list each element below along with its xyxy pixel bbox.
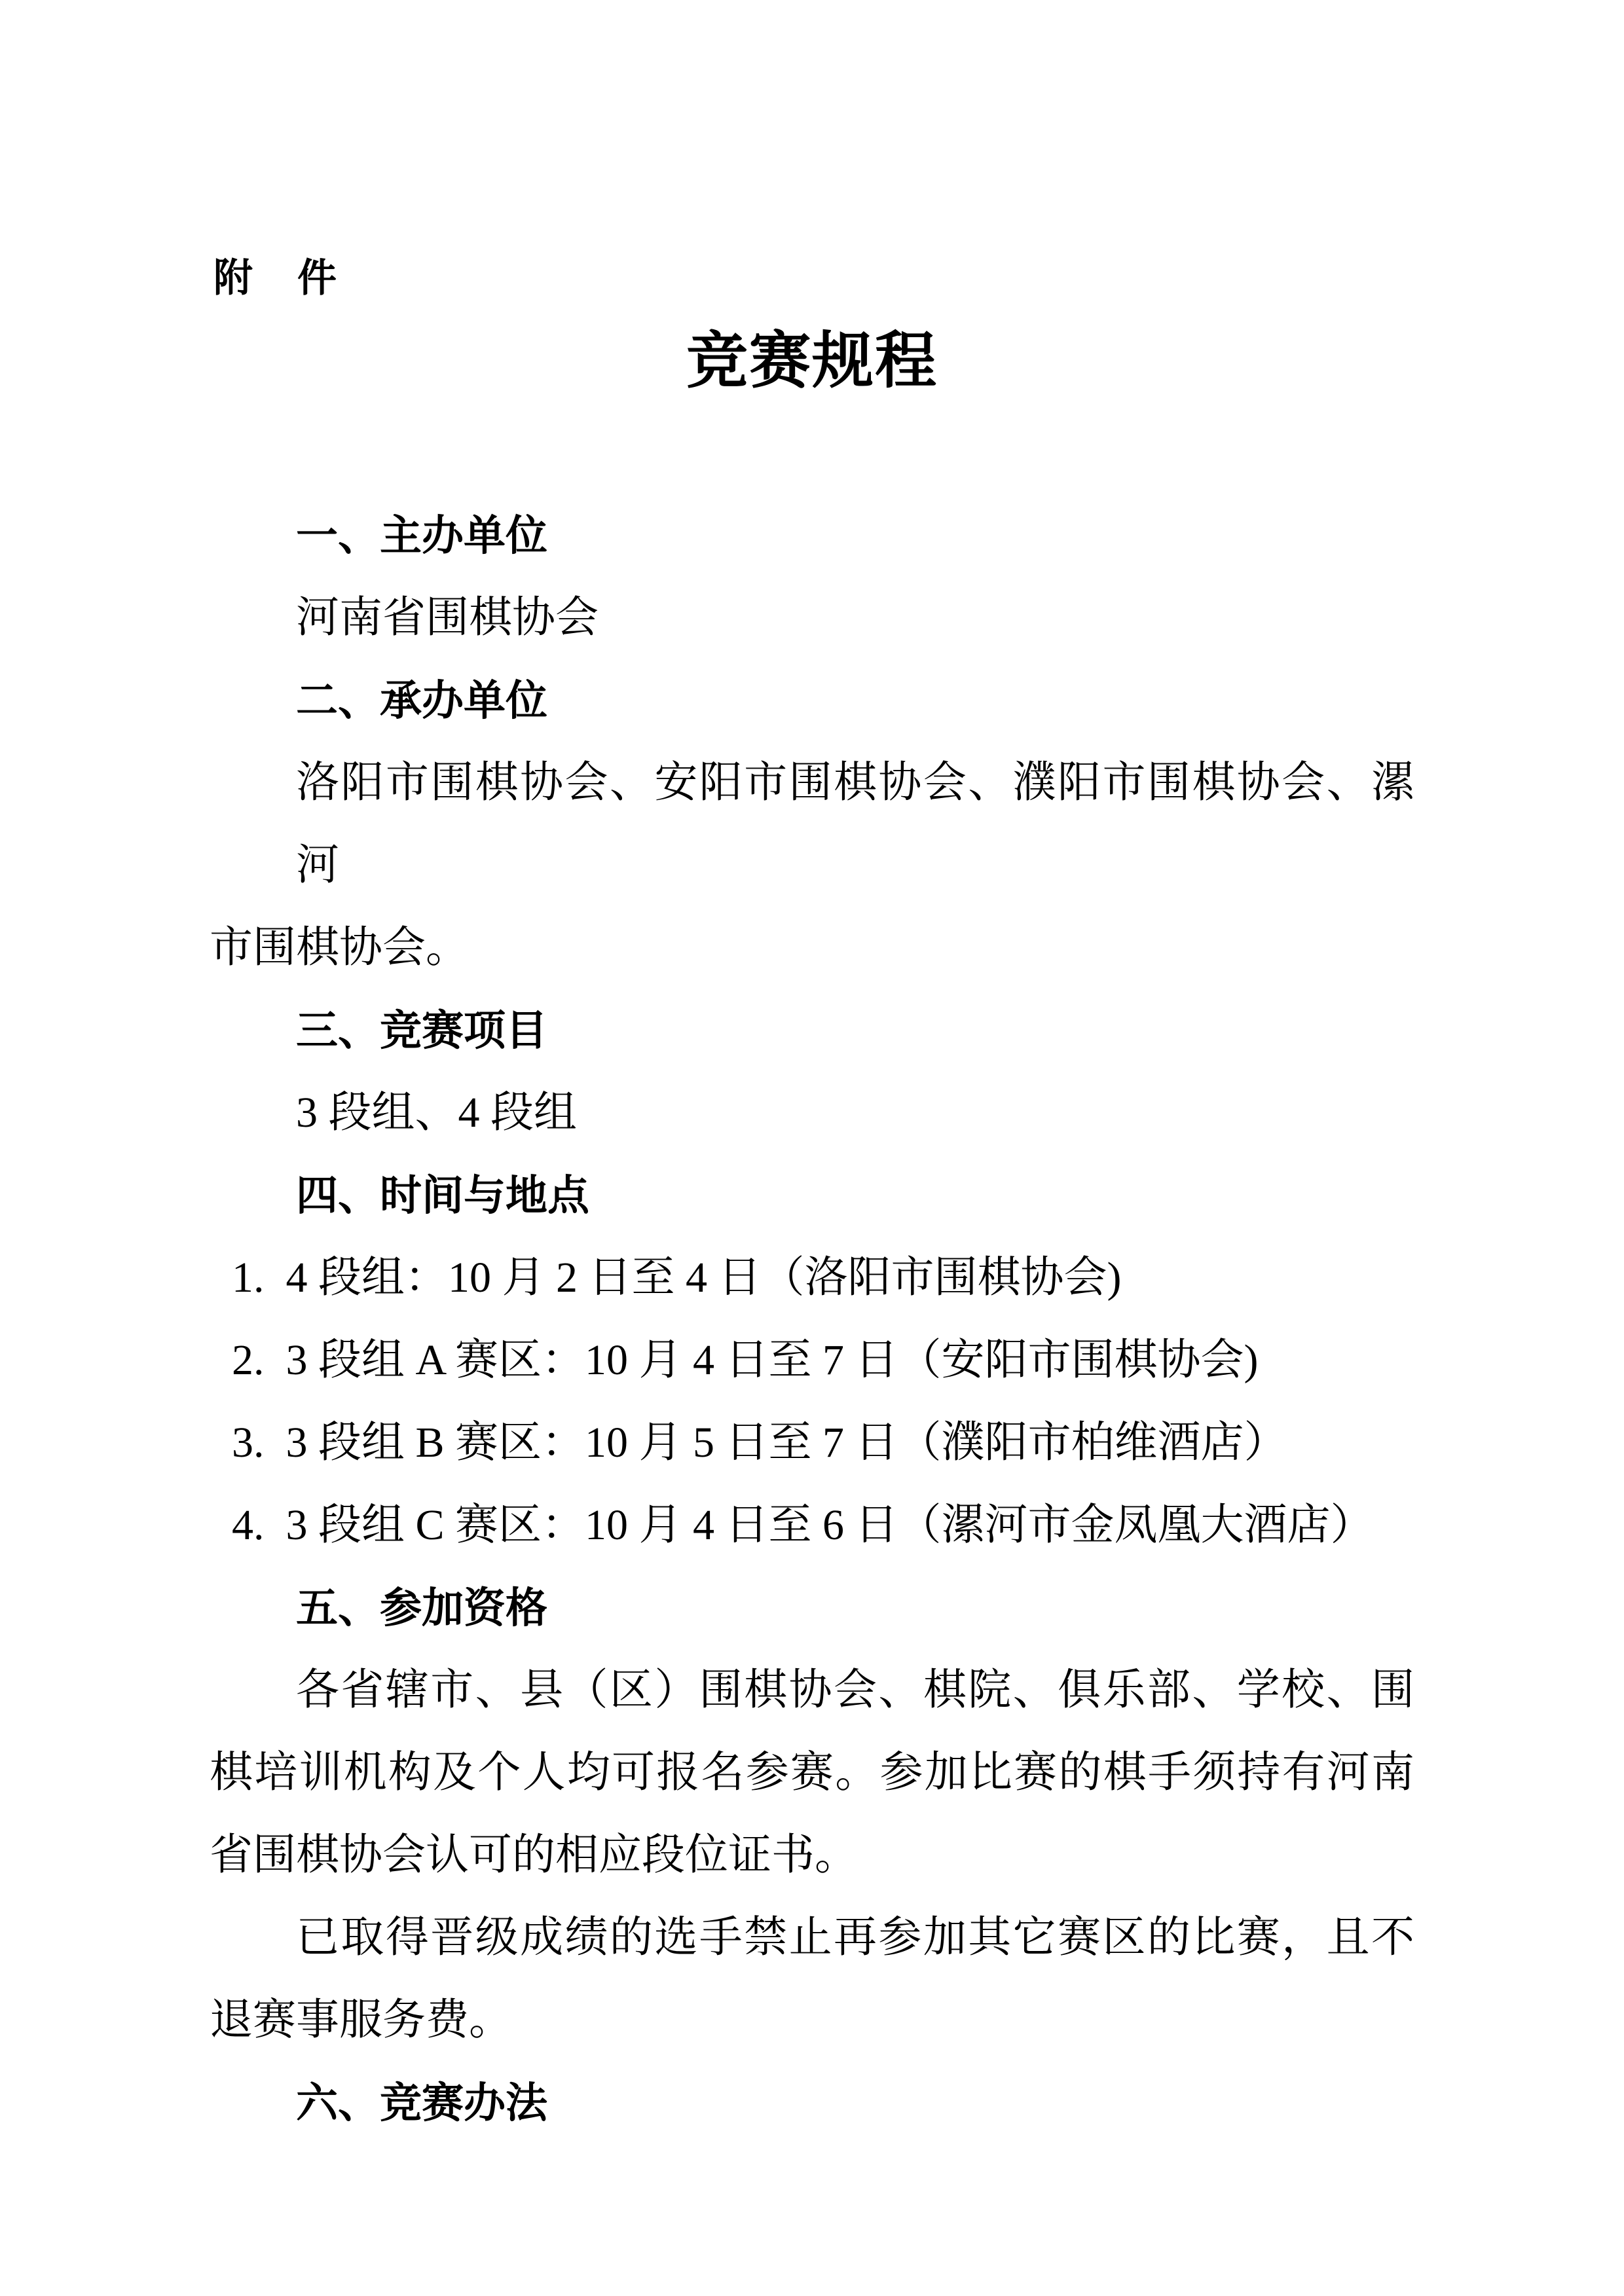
attachment-label: 附 件 bbox=[213, 256, 339, 300]
section-4-list-item-4: 4. 3 段组 C 赛区：10 月 4 日至 6 日（漯河市金凤凰大酒店） bbox=[232, 1501, 1374, 1549]
section-4-heading: 四、时间与地点 bbox=[296, 1172, 589, 1219]
section-6-heading: 六、竞赛办法 bbox=[296, 2079, 547, 2126]
section-5-line-3: 省围棋协会认可的相应段位证书。 bbox=[210, 1831, 858, 1879]
document-title: 竞赛规程 bbox=[686, 326, 938, 395]
section-5-line-5: 退赛事服务费。 bbox=[210, 1996, 512, 2044]
section-1-heading: 一、主办单位 bbox=[296, 512, 547, 559]
section-3-heading: 三、竞赛项目 bbox=[296, 1007, 547, 1054]
section-2-heading: 二、承办单位 bbox=[296, 677, 547, 724]
section-4-list-item-2: 2. 3 段组 A 赛区：10 月 4 日至 7 日（安阳市围棋协会) bbox=[232, 1336, 1259, 1384]
section-4-list-item-1: 1. 4 段组：10 月 2 日至 4 日（洛阳市围棋协会) bbox=[232, 1254, 1122, 1302]
section-3-line-1: 3 段组、4 段组 bbox=[296, 1089, 577, 1137]
section-5-line-1: 各省辖市、县（区）围棋协会、棋院、俱乐部、学校、围 bbox=[296, 1666, 1414, 1714]
section-4-list-item-3: 3. 3 段组 B 赛区：10 月 5 日至 7 日（濮阳市柏维酒店） bbox=[232, 1419, 1287, 1467]
section-5-line-4: 已取得晋级成绩的选手禁止再参加其它赛区的比赛，且不 bbox=[296, 1914, 1414, 1961]
section-2-line-2: 市围棋协会。 bbox=[210, 924, 469, 972]
document-body bbox=[210, 494, 1414, 2144]
section-5-heading: 五、参加资格 bbox=[296, 1584, 547, 1631]
section-2-line-1: 洛阳市围棋协会、安阳市围棋协会、濮阳市围棋协会、漯河 bbox=[296, 759, 1414, 889]
section-5-line-2: 棋培训机构及个人均可报名参赛。参加比赛的棋手须持有河南 bbox=[210, 1749, 1414, 1796]
section-1-line-1: 河南省围棋协会 bbox=[296, 594, 599, 642]
